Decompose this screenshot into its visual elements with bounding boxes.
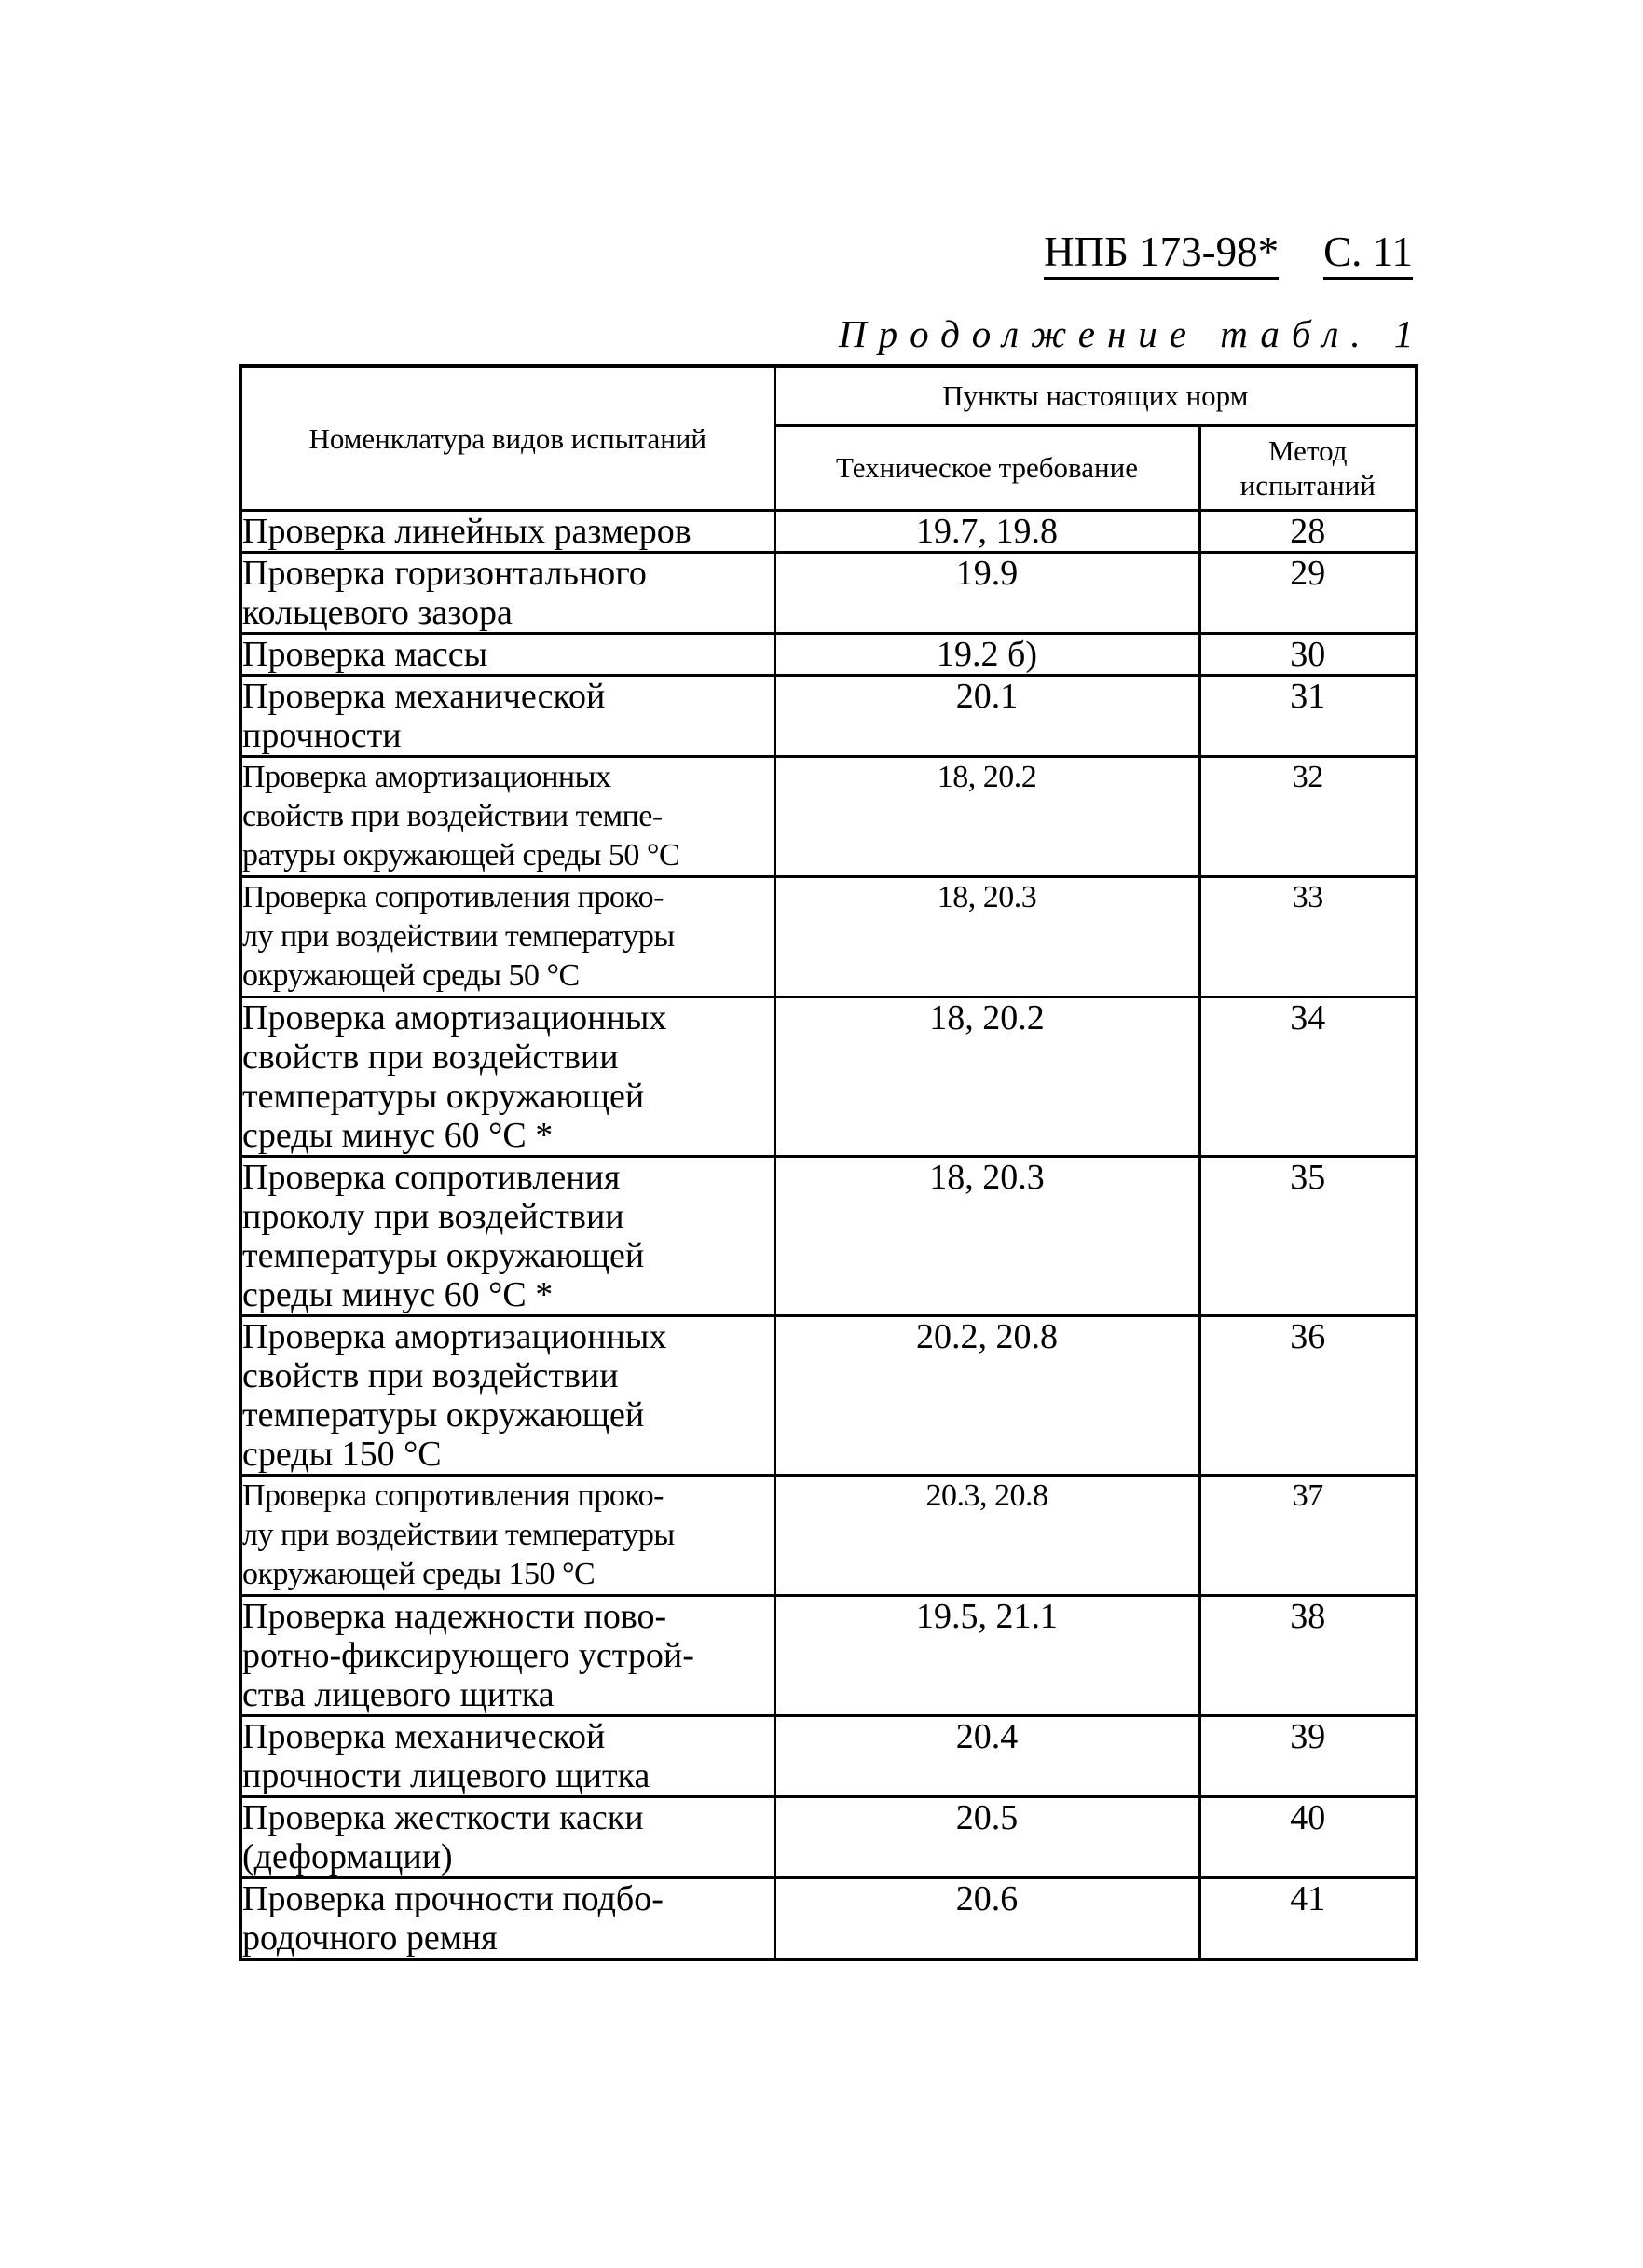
test-name-line: Проверка сопротивления	[242, 1158, 621, 1197]
table-row	[240, 634, 1417, 676]
test-name-line: кольцевого зазора	[242, 593, 513, 632]
test-name-cell	[240, 553, 774, 634]
test-name-cell	[240, 757, 774, 877]
requirement-cell: 20.1	[774, 676, 1199, 757]
test-name-cell	[240, 877, 774, 997]
method-cell: 36	[1199, 1316, 1417, 1476]
test-name-line: Проверка механической	[242, 677, 606, 716]
requirement-cell: 19.9	[774, 553, 1199, 634]
method-cell: 33	[1199, 877, 1417, 997]
table-row	[240, 676, 1417, 757]
method-cell: 38	[1199, 1596, 1417, 1716]
test-name-line: Проверка прочности подбо-	[242, 1879, 664, 1918]
test-name-line: среды минус 60 °С *	[242, 1275, 554, 1314]
table-row	[240, 1316, 1417, 1476]
test-name-line: температуры окружающей	[242, 1077, 645, 1116]
test-name-line: Проверка амортизационных	[242, 1317, 667, 1356]
method-cell: 39	[1199, 1716, 1417, 1797]
test-name-line: лу при воздействии температуры	[242, 1518, 675, 1552]
method-cell: 32	[1199, 757, 1417, 877]
test-name-line: Проверка массы	[242, 635, 488, 674]
test-name-line: ства лицевого щитка	[242, 1675, 555, 1714]
requirement-cell: 20.4	[774, 1716, 1199, 1797]
requirement-cell: 18, 20.2	[774, 997, 1199, 1157]
table-row	[240, 1476, 1417, 1596]
test-name-line: Проверка линейных размеров	[242, 512, 691, 551]
table-body	[240, 511, 1417, 1960]
method-cell: 28	[1199, 511, 1417, 553]
test-name-line: Проверка амортизационных	[242, 998, 667, 1038]
page-number: С. 11	[1323, 231, 1413, 280]
test-name-line: Проверка сопротивления проко-	[242, 880, 664, 914]
table-row	[240, 877, 1417, 997]
test-name-line: свойств при воздействии	[242, 1356, 619, 1395]
test-name-cell	[240, 1878, 774, 1960]
requirement-cell: 20.3, 20.8	[774, 1476, 1199, 1596]
table-row	[240, 997, 1417, 1157]
table-row	[240, 1878, 1417, 1960]
test-name-line: Проверка механической	[242, 1717, 606, 1756]
requirement-cell: 18, 20.2	[774, 757, 1199, 877]
test-name-line: ратуры окружающей среды 50 °С	[242, 838, 680, 873]
document-code: НПБ 173-98*	[1044, 231, 1279, 280]
test-name-line: родочного ремня	[242, 1918, 498, 1958]
test-name-line: Проверка надежности пово-	[242, 1597, 667, 1636]
method-cell: 31	[1199, 676, 1417, 757]
test-name-line: Проверка жесткости каски	[242, 1798, 644, 1837]
table-row	[240, 553, 1417, 634]
method-cell: 37	[1199, 1476, 1417, 1596]
requirement-cell: 19.5, 21.1	[774, 1596, 1199, 1716]
requirement-cell: 20.5	[774, 1797, 1199, 1878]
column-header-name: Номенклатура видов испытаний	[240, 366, 774, 511]
method-cell: 30	[1199, 634, 1417, 676]
requirement-cell: 19.2 б)	[774, 634, 1199, 676]
column-header-requirement: Техническое требование	[774, 426, 1199, 511]
page-header	[1040, 228, 1413, 280]
test-name-cell	[240, 1157, 774, 1316]
method-cell: 35	[1199, 1157, 1417, 1316]
test-name-line: прочности	[242, 716, 402, 755]
test-name-line: свойств при воздействии темпе-	[242, 799, 663, 833]
table-row	[240, 511, 1417, 553]
test-name-cell	[240, 634, 774, 676]
test-name-line: среды 150 °С	[242, 1435, 442, 1474]
table-row	[240, 1716, 1417, 1797]
requirement-cell: 18, 20.3	[774, 1157, 1199, 1316]
test-name-line: проколу при воздействии	[242, 1197, 624, 1236]
test-name-cell	[240, 1316, 774, 1476]
test-name-line: Проверка горизонтального	[242, 554, 647, 593]
requirement-cell: 19.7, 19.8	[774, 511, 1199, 553]
table-continuation-label: Продолжение табл. 1	[839, 312, 1426, 355]
test-name-line: температуры окружающей	[242, 1395, 645, 1435]
method-cell: 40	[1199, 1797, 1417, 1878]
test-name-cell	[240, 997, 774, 1157]
test-name-line: окружающей среды 150 °С	[242, 1557, 596, 1591]
column-header-group: Пункты настоящих норм	[774, 366, 1417, 426]
requirement-cell: 18, 20.3	[774, 877, 1199, 997]
method-cell: 29	[1199, 553, 1417, 634]
test-name-cell	[240, 1596, 774, 1716]
test-name-line: Проверка сопротивления проко-	[242, 1478, 664, 1513]
test-name-cell	[240, 1797, 774, 1878]
test-name-cell	[240, 1476, 774, 1596]
test-name-cell	[240, 511, 774, 553]
method-cell: 34	[1199, 997, 1417, 1157]
table-row	[240, 1797, 1417, 1878]
test-name-line: (деформации)	[242, 1837, 453, 1876]
test-name-line: ротно-фиксирующего устрой-	[242, 1636, 694, 1675]
requirement-cell: 20.6	[774, 1878, 1199, 1960]
test-name-line: окружающей среды 50 °С	[242, 958, 580, 993]
test-name-cell	[240, 676, 774, 757]
column-header-method: Метод испытаний	[1199, 426, 1417, 511]
test-name-line: свойств при воздействии	[242, 1038, 619, 1077]
test-name-line: лу при воздействии температуры	[242, 919, 675, 954]
method-cell: 41	[1199, 1878, 1417, 1960]
requirement-cell: 20.2, 20.8	[774, 1316, 1199, 1476]
test-name-cell	[240, 1716, 774, 1797]
table-row	[240, 1157, 1417, 1316]
tests-table	[239, 364, 1418, 1961]
table-row	[240, 1596, 1417, 1716]
test-name-line: среды минус 60 °С *	[242, 1116, 554, 1155]
table-row	[240, 757, 1417, 877]
test-name-line: Проверка амортизационных	[242, 760, 611, 794]
test-name-line: прочности лицевого щитка	[242, 1756, 650, 1795]
test-name-line: температуры окружающей	[242, 1236, 645, 1275]
